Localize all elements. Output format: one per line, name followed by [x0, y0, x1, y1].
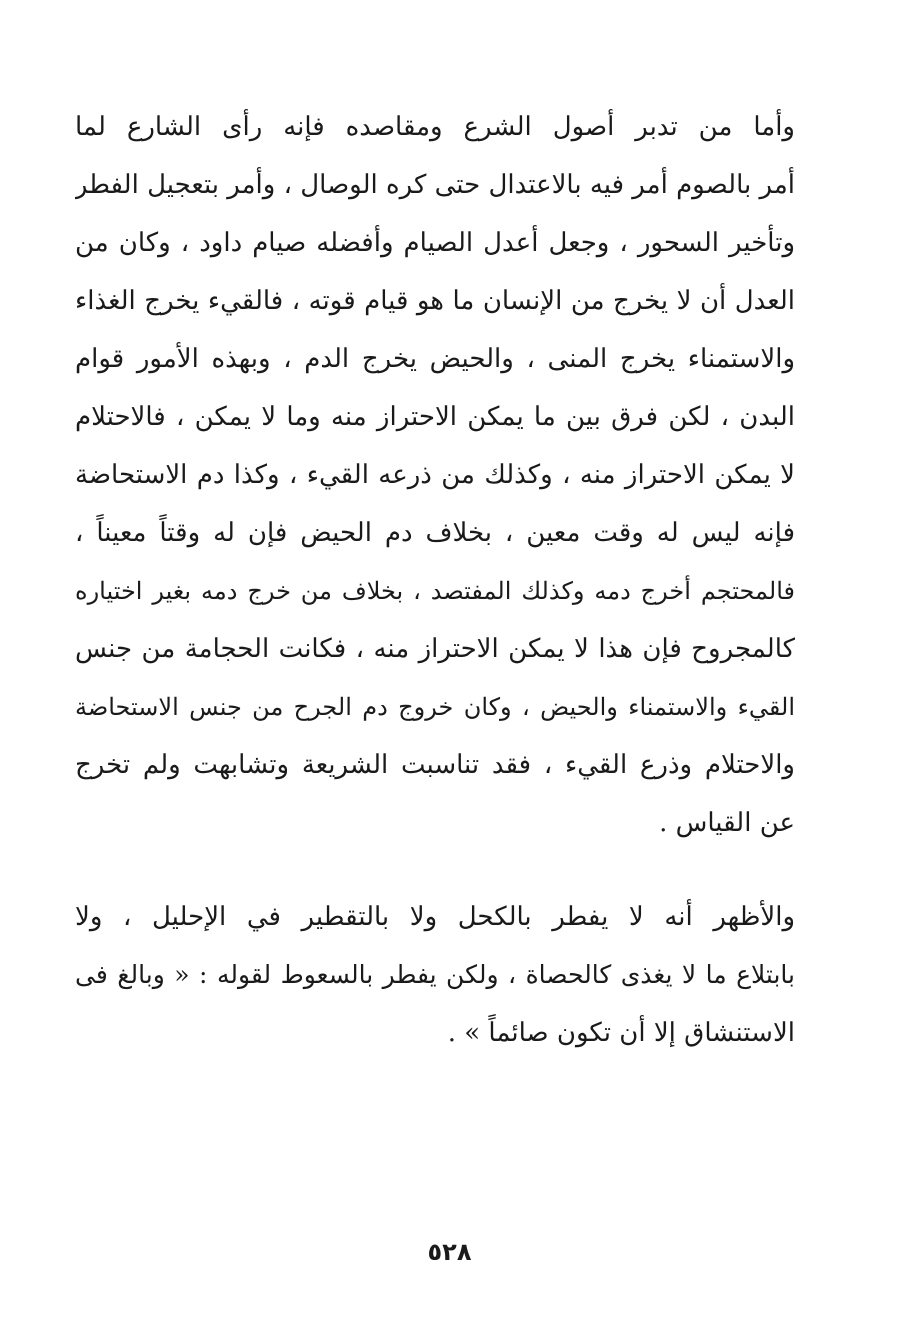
text-line: وتأخير السحور ، وجعل أعدل الصيام وأفضله صيام داود ، وكان من [75, 228, 795, 258]
text-line: بابتلاع ما لا يغذى كالحصاة ، ولكن يفطر بالسعوط لقوله : « وبالغ فى [75, 960, 795, 989]
paragraph-2 [75, 888, 795, 1062]
text-line: والاستمناء يخرج المنى ، والحيض يخرج الدم ، وبهذه الأمور قوام [75, 344, 795, 374]
text-line: عن القياس . [659, 808, 795, 838]
text-line: والأظهر أنه لا يفطر بالكحل ولا بالتقطير في الإحليل ، ولا [75, 902, 795, 932]
text-line: الاستنشاق إلا أن تكون صائماً » . [447, 1018, 795, 1048]
page-number: ٥٢٨ [427, 1238, 472, 1266]
text-line: كالمجروح فإن هذا لا يمكن الاحتراز منه ، فكانت الحجامة من جنس [75, 634, 795, 664]
text-line: لا يمكن الاحتراز منه ، وكذلك من ذرعه القيء ، وكذا دم الاستحاضة [75, 460, 795, 490]
text-line: العدل أن لا يخرج من الإنسان ما هو قيام قوته ، فالقيء يخرج الغذاء [75, 286, 795, 316]
text-line: والاحتلام وذرع القيء ، فقد تناسبت الشريعة وتشابهت ولم تخرج [75, 750, 795, 780]
text-line: وأما من تدبر أصول الشرع ومقاصده فإنه رأى الشارع لما [75, 112, 795, 142]
text-line: البدن ، لكن فرق بين ما يمكن الاحتراز منه وما لا يمكن ، فالاحتلام [75, 402, 795, 432]
text-line: فإنه ليس له وقت معين ، بخلاف دم الحيض فإن له وقتاً معيناً ، [75, 518, 795, 548]
paragraph-1 [75, 98, 795, 852]
text-line: فالمحتجم أخرج دمه وكذلك المفتصد ، بخلاف من خرج دمه بغير اختياره [75, 577, 795, 605]
text-line: القيء والاستمناء والحيض ، وكان خروج دم الجرح من جنس الاستحاضة [75, 693, 795, 721]
text-line: أمر بالصوم أمر فيه بالاعتدال حتى كره الوصال ، وأمر بتعجيل الفطر [75, 170, 795, 200]
